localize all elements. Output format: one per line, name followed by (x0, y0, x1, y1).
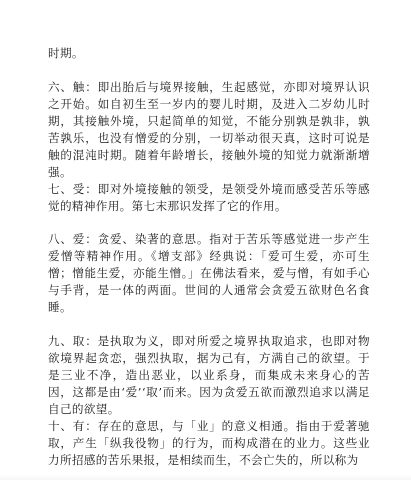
paragraph-continuation: 时期。 (48, 46, 84, 60)
paragraph-craving: 八、爱：贪爱、染著的意思。指对于苦乐等感觉进一步产生爱憎等精神作用。《增支部》经典说：「爱可生爱，亦可生憎；憎能生爱，亦能生憎。」在佛法看来，爱与憎，有如手心与手背，是一体的两面。世间的人通常会贪爱五欲财色名食睡。 (48, 232, 370, 314)
paragraph-grasping: 九、取：是执取为义，即对所爱之境界执取追求，也即对物欲境界起贪恋，强烈执取，据为己有，方满自己的欲望。于是三业不净，造出恶业，以业系身，而集成未来身心的苦因，这都是由‘爱’‘取’而来。因为贪爱五欲而激烈追求以满足自己的欲望。 (48, 334, 370, 416)
page-bottom-edge (0, 474, 411, 480)
paragraph-feeling: 七、受：即对外境接触的领受，是领受外境而感受苦乐等感觉的精神作用。第七末那识发挥了它的作用。 (48, 182, 370, 213)
paragraph-contact: 六、触：即出胎后与境界接触，生起感觉，亦即对境界认识之开始。如自初生至一岁内的婴儿时期，及进入二岁幼儿时期，其接触外境，只起简单的知觉，不能分别孰是孰非，孰苦孰乐，也没有憎爱的分别，一切举动很天真，这时可说是触的混沌时期。随着年龄增长，接触外境的知觉力就渐渐增强。 (48, 80, 370, 179)
paragraph-becoming: 十、有：存在的意思，与「业」的意义相通。指由于爱著驰取，产生「纵我役物」的行为，而构成潜在的业力。这些业力所招感的苦乐果报，是相续而生，不会亡失的，所以称为 (48, 419, 370, 467)
